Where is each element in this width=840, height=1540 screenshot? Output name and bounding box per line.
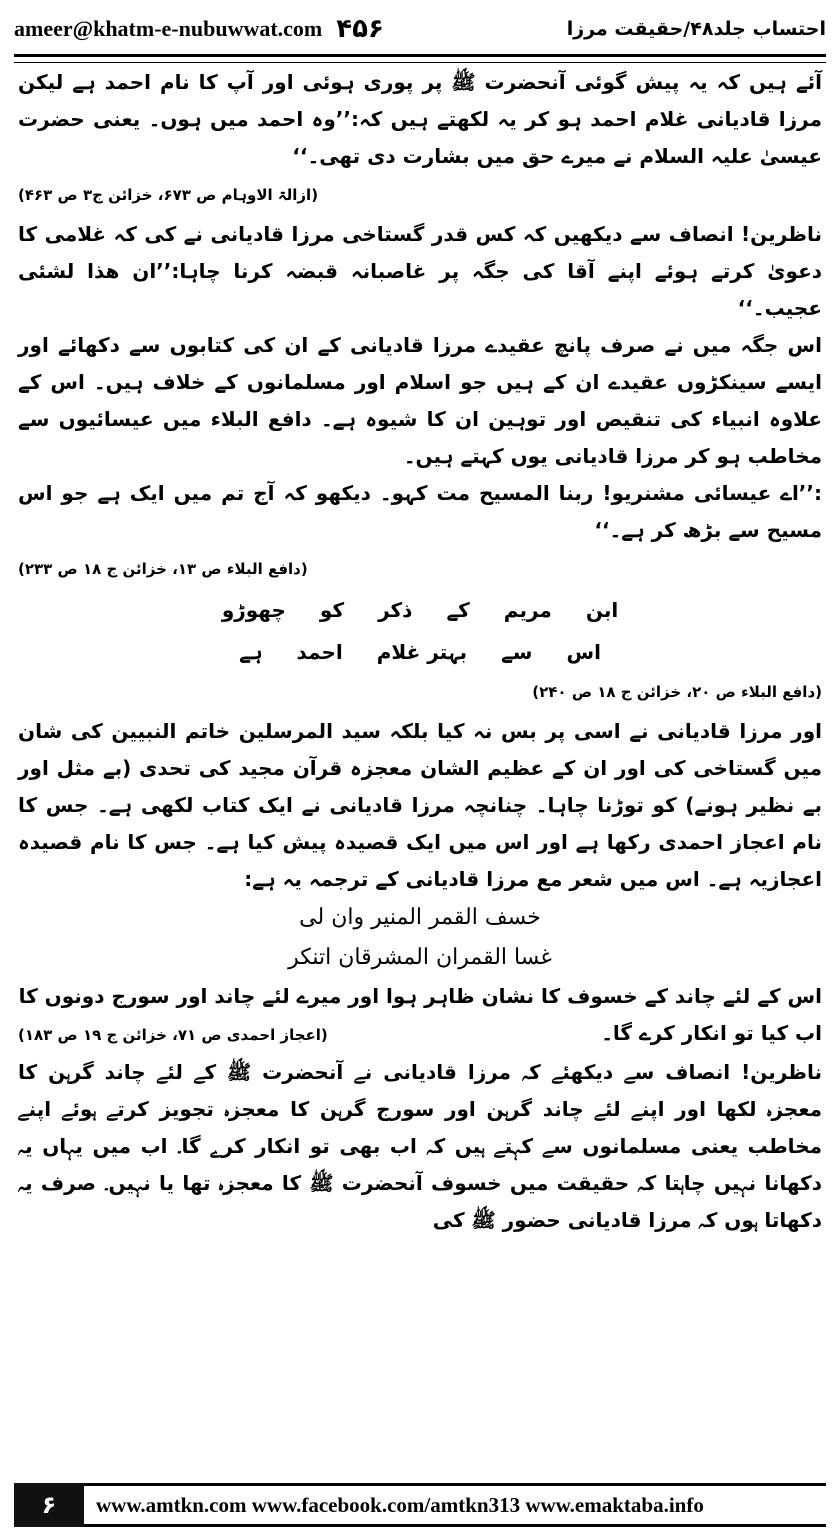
last-line-text: اب کیا تو انکار کرے گا۔ — [601, 1021, 822, 1045]
paragraph-5: اس کے لئے چاند کے خسوف کا نشان ظاہر ہوا اور میرے لئے چاند اور سورج دونوں کا — [18, 984, 822, 1008]
verse-word: کے — [446, 598, 470, 622]
page-header — [14, 8, 826, 50]
arabic-verse-line-2: غسا القمران المشرقان اتنکر — [288, 945, 552, 970]
reference-4-text: (اعجاز احمدی ص ۷۱، خزائن ج ۱۹ ص ۱۸۳) — [18, 1026, 328, 1044]
verse-word: چھوڑو — [221, 598, 286, 622]
arabic-verse-line-1: خسف القمر المنیر وان لی — [299, 905, 541, 930]
paragraph-6: ناظرین! انصاف سے دیکھئے کہ مرزا قادیانی نے آنحضرت ﷺ کے لئے چاند گرہن کا معجزہ لکھا اور اپنے لئے چاند گرہن اور سورج گرہن کا معجزہ تجویز کرتے ہوئے اپنے مخاطب یعنی مسلمانوں سے کہتے ہیں کہ اب بھی تو انکار کرے گا۔ اب میں یہاں یہ دکھانا نہیں چاہتا کہ حقیقت میں خسوف آنحضرت ﷺ کا معجزہ تھا یا نہیں۔ صرف یہ دکھاتا ہوں کہ مرزا قادیانی حضور ﷺ کی — [18, 1060, 822, 1232]
verse-word: ہے — [239, 640, 263, 664]
page-body — [18, 64, 822, 1239]
paragraph-4: اور مرزا قادیانی نے اسی پر بس نہ کیا بلکہ سید المرسلین خاتم النبیین کی شان میں گستاخی کی اور ان کے عظیم الشان معجزہ قرآن مجید کی تحدی (بے مثل اور بے نظیر ہونے) کو توڑنا چاہا۔ چنانچہ مرزا قادیانی نے ایک کتاب لکھی ہے۔ جس کا نام اعجاز احمدی رکھا ہے اور اس میں ایک قصیدہ پیش کیا ہے۔ جس کا نام قصیدہ اعجازیہ ہے۔ اس میں شعر مع مرزا قادیانی کے ترجمہ یہ ہے: — [18, 719, 822, 891]
verse-word: بہتر غلام — [376, 640, 468, 664]
page-footer — [14, 1482, 826, 1528]
quote-2: :’’اے عیسائی مشنریو! ربنا المسیح مت کہو۔ دیکھو کہ آج تم میں ایک ہے جو اس مسیح سے بڑھ کر ہے۔‘‘ — [18, 481, 822, 542]
running-title: احتساب جلد۴۸/حقیقت مرزا — [566, 18, 826, 40]
verse-word: ذکر — [378, 598, 413, 622]
verse-line-2 — [18, 632, 822, 672]
verse-word: کو — [319, 598, 345, 622]
paragraph-1: آئے ہیں کہ یہ پیش گوئی آنحضرت ﷺ پر پوری ہوئی اور آپ کا نام احمد ہے لیکن مرزا قادیانی غلام احمد ہو کر یہ لکھتے ہیں کہ:’’وہ احمد میں ہوں۔ یعنی حضرت عیسیٰ علیہ السلام نے میرے حق میں بشارت دی تھی۔‘‘ — [18, 70, 822, 168]
reference-2 — [18, 551, 822, 588]
verse-word: مریم — [503, 598, 552, 622]
reference-3-text: (دافع البلاء ص ۲۰، خزائن ج ۱۸ ص ۲۴۰) — [532, 683, 822, 701]
reference-2-text: (دافع البلاء ص ۱۳، خزائن ج ۱۸ ص ۲۳۳) — [18, 560, 308, 578]
verse-word: اس — [566, 640, 601, 664]
email-address[interactable]: ameer@khatm-e-nubuwwat.com — [14, 16, 323, 41]
reference-3 — [18, 674, 822, 711]
verse-word: احمد — [296, 640, 343, 664]
verse-line-1 — [18, 590, 822, 630]
verse-word: سے — [501, 640, 533, 664]
paragraph-2: ناظرین! انصاف سے دیکھیں کہ کس قدر گستاخی مرزا قادیانی نے کی کہ غلامی کا دعویٰ کرتے ہوئے اپنے آقا کی جگہ پر غاصبانہ قبضہ کرنا چاہا:’’ان ھذا لشئی عجیب۔‘‘ — [18, 222, 822, 320]
paragraph-3: اس جگہ میں نے صرف پانچ عقیدے مرزا قادیانی کے ان کی کتابوں سے دکھائے اور ایسے سینکڑوں عقیدے ان کے ہیں جو اسلام اور مسلمانوں کے خلاف ہیں۔ اس کے علاوہ انبیاء کی تنقیص اور توہین ان کا شیوہ ہے۔ دافع البلاء میں عیسائیوں سے مخاطب ہو کر مرزا قادیانی یوں کہتے ہیں۔ — [18, 333, 822, 468]
verse-word: ابن — [585, 598, 619, 622]
page-number: ۴۵۶ — [336, 14, 384, 44]
header-rule — [14, 54, 826, 63]
reference-1-text: (ازالۃ الاوہام ص ۶۷۳، خزائن ج۳ ص ۴۶۳) — [18, 186, 319, 204]
reference-1 — [18, 177, 822, 214]
footer-links[interactable]: www.amtkn.com www.facebook.com/amtkn313 www.emaktaba.info — [84, 1483, 826, 1527]
reference-4-line — [18, 1015, 822, 1054]
footer-page-number: ۶ — [14, 1483, 84, 1527]
